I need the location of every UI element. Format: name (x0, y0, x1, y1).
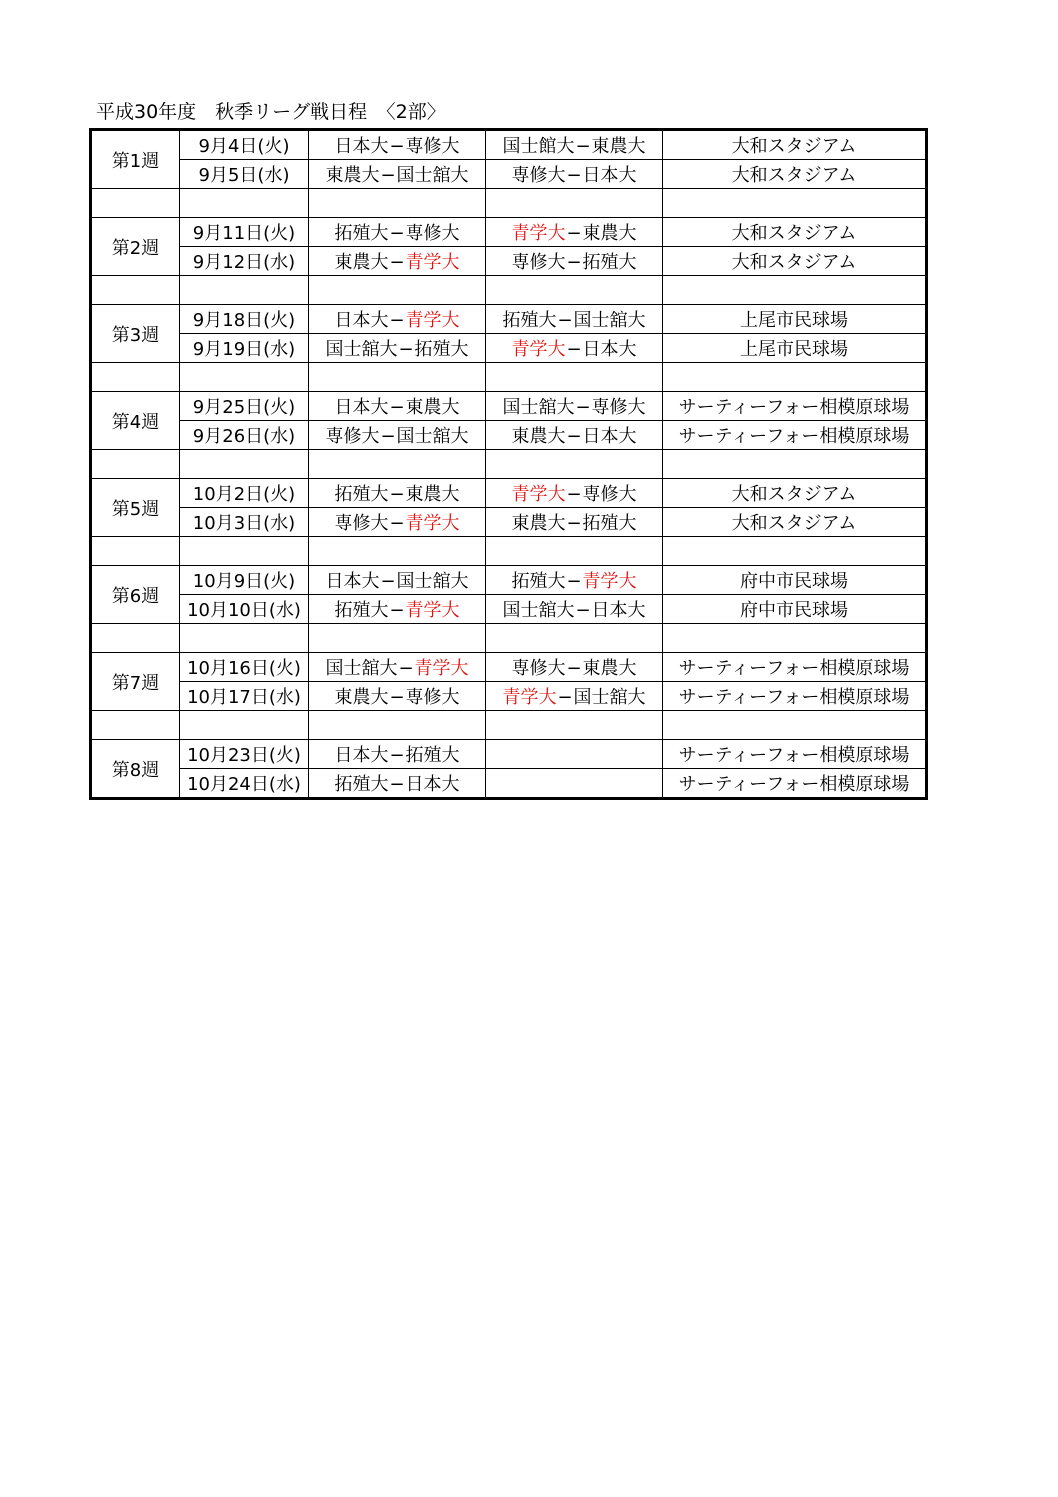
team-name: 国士舘大 (396, 165, 469, 186)
match-cell (486, 247, 663, 276)
week-label: 第4週 (91, 392, 180, 450)
match-dash: − (566, 223, 582, 244)
match-cell (486, 305, 663, 334)
match-dash: − (566, 339, 582, 360)
spacer-cell (309, 711, 486, 740)
team-name: 青学大 (405, 310, 460, 331)
spacer-cell (91, 363, 180, 392)
team-name: 東農大 (582, 223, 637, 244)
venue: サーティーフォー相模原球場 (663, 740, 927, 769)
match-cell (309, 421, 486, 450)
match-date: 10月2日(火) (180, 479, 309, 508)
match-dash: − (380, 165, 396, 186)
schedule-row (91, 334, 927, 363)
spacer-cell (91, 276, 180, 305)
team-name: 日本大 (325, 571, 380, 592)
match-dash: − (389, 223, 405, 244)
team-name: 東農大 (334, 687, 389, 708)
team-name: 青学大 (511, 223, 566, 244)
team-name: 国士舘大 (325, 658, 398, 679)
match-date: 9月12日(水) (180, 247, 309, 276)
match-cell (486, 334, 663, 363)
team-name: 拓殖大 (405, 745, 460, 766)
week-label: 第7週 (91, 653, 180, 711)
team-name: 拓殖大 (502, 310, 557, 331)
match-dash: − (389, 745, 405, 766)
team-name: 拓殖大 (334, 600, 389, 621)
team-name: 拓殖大 (582, 513, 637, 534)
match-dash: − (389, 252, 405, 273)
team-name: 東農大 (334, 252, 389, 273)
spacer-row (91, 537, 927, 566)
team-name: 日本大 (582, 426, 637, 447)
schedule-row (91, 653, 927, 682)
spacer-cell (663, 537, 927, 566)
spacer-cell (309, 363, 486, 392)
spacer-cell (663, 624, 927, 653)
venue: サーティーフォー相模原球場 (663, 653, 927, 682)
spacer-cell (486, 450, 663, 479)
match-date: 9月25日(火) (180, 392, 309, 421)
spacer-cell (91, 624, 180, 653)
schedule-body (91, 130, 927, 799)
spacer-cell (309, 624, 486, 653)
team-name: 東農大 (591, 136, 646, 157)
match-date: 9月4日(火) (180, 130, 309, 160)
venue: 大和スタジアム (663, 130, 927, 160)
team-name: 青学大 (405, 513, 460, 534)
team-name: 東農大 (325, 165, 380, 186)
team-name: 国士舘大 (573, 687, 646, 708)
venue: 大和スタジアム (663, 247, 927, 276)
match-date: 9月11日(火) (180, 218, 309, 247)
team-name: 専修大 (334, 513, 389, 534)
match-cell (309, 479, 486, 508)
team-name: 青学大 (405, 600, 460, 621)
schedule-row (91, 130, 927, 160)
team-name: 東農大 (511, 426, 566, 447)
team-name: 日本大 (582, 339, 637, 360)
match-cell (486, 566, 663, 595)
match-dash: − (557, 687, 573, 708)
venue: サーティーフォー相模原球場 (663, 769, 927, 799)
team-name: 拓殖大 (334, 484, 389, 505)
team-name: 国士舘大 (573, 310, 646, 331)
venue: 上尾市民球場 (663, 334, 927, 363)
spacer-cell (180, 624, 309, 653)
week-label: 第6週 (91, 566, 180, 624)
spacer-row (91, 189, 927, 218)
match-cell (309, 160, 486, 189)
match-cell (486, 130, 663, 160)
match-cell (309, 218, 486, 247)
match-cell (486, 769, 663, 799)
team-name: 専修大 (511, 165, 566, 186)
match-date: 9月19日(水) (180, 334, 309, 363)
schedule-row (91, 769, 927, 799)
team-name: 拓殖大 (334, 223, 389, 244)
spacer-cell (486, 711, 663, 740)
match-dash: − (566, 426, 582, 447)
team-name: 拓殖大 (582, 252, 637, 273)
venue: 府中市民球場 (663, 566, 927, 595)
schedule-row (91, 305, 927, 334)
match-dash: − (389, 513, 405, 534)
match-cell (486, 421, 663, 450)
team-name: 東農大 (405, 397, 460, 418)
match-date: 9月18日(火) (180, 305, 309, 334)
team-name: 青学大 (502, 687, 557, 708)
spacer-cell (663, 363, 927, 392)
match-dash: − (566, 484, 582, 505)
schedule-row (91, 247, 927, 276)
match-dash: − (389, 774, 405, 795)
venue: 大和スタジアム (663, 160, 927, 189)
spacer-row (91, 276, 927, 305)
match-cell (309, 653, 486, 682)
team-name: 青学大 (511, 339, 566, 360)
match-cell (486, 682, 663, 711)
match-dash: − (566, 252, 582, 273)
match-cell (309, 682, 486, 711)
match-dash: − (380, 571, 396, 592)
spacer-cell (309, 276, 486, 305)
match-date: 10月23日(火) (180, 740, 309, 769)
venue: 大和スタジアム (663, 479, 927, 508)
spacer-cell (180, 276, 309, 305)
match-dash: − (575, 600, 591, 621)
match-dash: − (566, 658, 582, 679)
team-name: 日本大 (591, 600, 646, 621)
team-name: 専修大 (405, 223, 460, 244)
match-dash: − (389, 600, 405, 621)
week-label: 第2週 (91, 218, 180, 276)
schedule-row (91, 392, 927, 421)
spacer-row (91, 624, 927, 653)
match-cell (309, 305, 486, 334)
team-name: 国士舘大 (502, 600, 575, 621)
match-dash: − (398, 658, 414, 679)
schedule-row (91, 421, 927, 450)
match-cell (309, 566, 486, 595)
spacer-cell (91, 450, 180, 479)
match-date: 9月26日(水) (180, 421, 309, 450)
team-name: 拓殖大 (334, 774, 389, 795)
team-name: 日本大 (334, 397, 389, 418)
match-cell (486, 653, 663, 682)
team-name: 日本大 (405, 774, 460, 795)
match-dash: − (566, 571, 582, 592)
venue: 大和スタジアム (663, 218, 927, 247)
match-dash: − (389, 310, 405, 331)
schedule-row (91, 479, 927, 508)
match-dash: − (389, 687, 405, 708)
match-dash: − (566, 513, 582, 534)
team-name: 専修大 (511, 658, 566, 679)
match-cell (486, 392, 663, 421)
match-cell (486, 595, 663, 624)
team-name: 青学大 (582, 571, 637, 592)
spacer-cell (180, 189, 309, 218)
team-name: 国士舘大 (502, 397, 575, 418)
match-dash: − (398, 339, 414, 360)
spacer-cell (663, 276, 927, 305)
team-name: 東農大 (511, 513, 566, 534)
match-cell (309, 595, 486, 624)
team-name: 東農大 (405, 484, 460, 505)
schedule-table (89, 128, 928, 800)
match-cell (309, 247, 486, 276)
spacer-cell (486, 189, 663, 218)
match-cell (309, 392, 486, 421)
spacer-row (91, 711, 927, 740)
venue: サーティーフォー相模原球場 (663, 682, 927, 711)
match-date: 9月5日(水) (180, 160, 309, 189)
schedule-row (91, 566, 927, 595)
spacer-cell (309, 189, 486, 218)
team-name: 拓殖大 (414, 339, 469, 360)
spacer-row (91, 363, 927, 392)
match-cell (486, 160, 663, 189)
venue: 大和スタジアム (663, 508, 927, 537)
team-name: 日本大 (334, 745, 389, 766)
match-dash: − (575, 397, 591, 418)
team-name: 東農大 (582, 658, 637, 679)
spacer-cell (663, 189, 927, 218)
match-cell (486, 508, 663, 537)
week-label: 第8週 (91, 740, 180, 799)
match-date: 10月24日(水) (180, 769, 309, 799)
team-name: 青学大 (405, 252, 460, 273)
spacer-cell (180, 711, 309, 740)
venue: 府中市民球場 (663, 595, 927, 624)
spacer-cell (486, 537, 663, 566)
page-title: 平成30年度 秋季リーグ戦日程 〈2部〉 (96, 101, 446, 123)
match-date: 10月9日(火) (180, 566, 309, 595)
match-cell (309, 769, 486, 799)
week-label: 第5週 (91, 479, 180, 537)
spacer-cell (91, 189, 180, 218)
spacer-row (91, 450, 927, 479)
schedule-row (91, 682, 927, 711)
spacer-cell (180, 363, 309, 392)
spacer-cell (486, 363, 663, 392)
match-dash: − (557, 310, 573, 331)
team-name: 青学大 (414, 658, 469, 679)
spacer-cell (486, 624, 663, 653)
match-dash: − (389, 397, 405, 418)
match-cell (309, 508, 486, 537)
schedule-row (91, 508, 927, 537)
schedule-row (91, 160, 927, 189)
week-label: 第1週 (91, 130, 180, 189)
match-cell (486, 479, 663, 508)
team-name: 日本大 (334, 310, 389, 331)
spacer-cell (663, 450, 927, 479)
match-cell (486, 218, 663, 247)
spacer-cell (180, 450, 309, 479)
match-dash: − (389, 136, 405, 157)
match-dash: − (566, 165, 582, 186)
spacer-cell (180, 537, 309, 566)
team-name: 専修大 (511, 252, 566, 273)
team-name: 青学大 (511, 484, 566, 505)
team-name: 日本大 (582, 165, 637, 186)
team-name: 日本大 (334, 136, 389, 157)
team-name: 専修大 (405, 136, 460, 157)
match-date: 10月3日(水) (180, 508, 309, 537)
match-cell (309, 334, 486, 363)
match-dash: − (389, 484, 405, 505)
spacer-cell (91, 711, 180, 740)
spacer-cell (663, 711, 927, 740)
team-name: 専修大 (582, 484, 637, 505)
schedule-row (91, 740, 927, 769)
venue: サーティーフォー相模原球場 (663, 392, 927, 421)
team-name: 国士舘大 (325, 339, 398, 360)
match-dash: − (575, 136, 591, 157)
match-date: 10月10日(水) (180, 595, 309, 624)
spacer-cell (309, 450, 486, 479)
match-cell (309, 130, 486, 160)
match-date: 10月17日(水) (180, 682, 309, 711)
match-date: 10月16日(火) (180, 653, 309, 682)
team-name: 国士館大 (502, 136, 575, 157)
match-cell (309, 740, 486, 769)
schedule-row (91, 218, 927, 247)
match-cell (486, 740, 663, 769)
match-dash: − (380, 426, 396, 447)
team-name: 国士舘大 (396, 426, 469, 447)
spacer-cell (486, 276, 663, 305)
team-name: 専修大 (325, 426, 380, 447)
venue: 上尾市民球場 (663, 305, 927, 334)
week-label: 第3週 (91, 305, 180, 363)
team-name: 国士舘大 (396, 571, 469, 592)
spacer-cell (309, 537, 486, 566)
venue: サーティーフォー相模原球場 (663, 421, 927, 450)
spacer-cell (91, 537, 180, 566)
schedule-row (91, 595, 927, 624)
team-name: 拓殖大 (511, 571, 566, 592)
team-name: 専修大 (405, 687, 460, 708)
team-name: 専修大 (591, 397, 646, 418)
